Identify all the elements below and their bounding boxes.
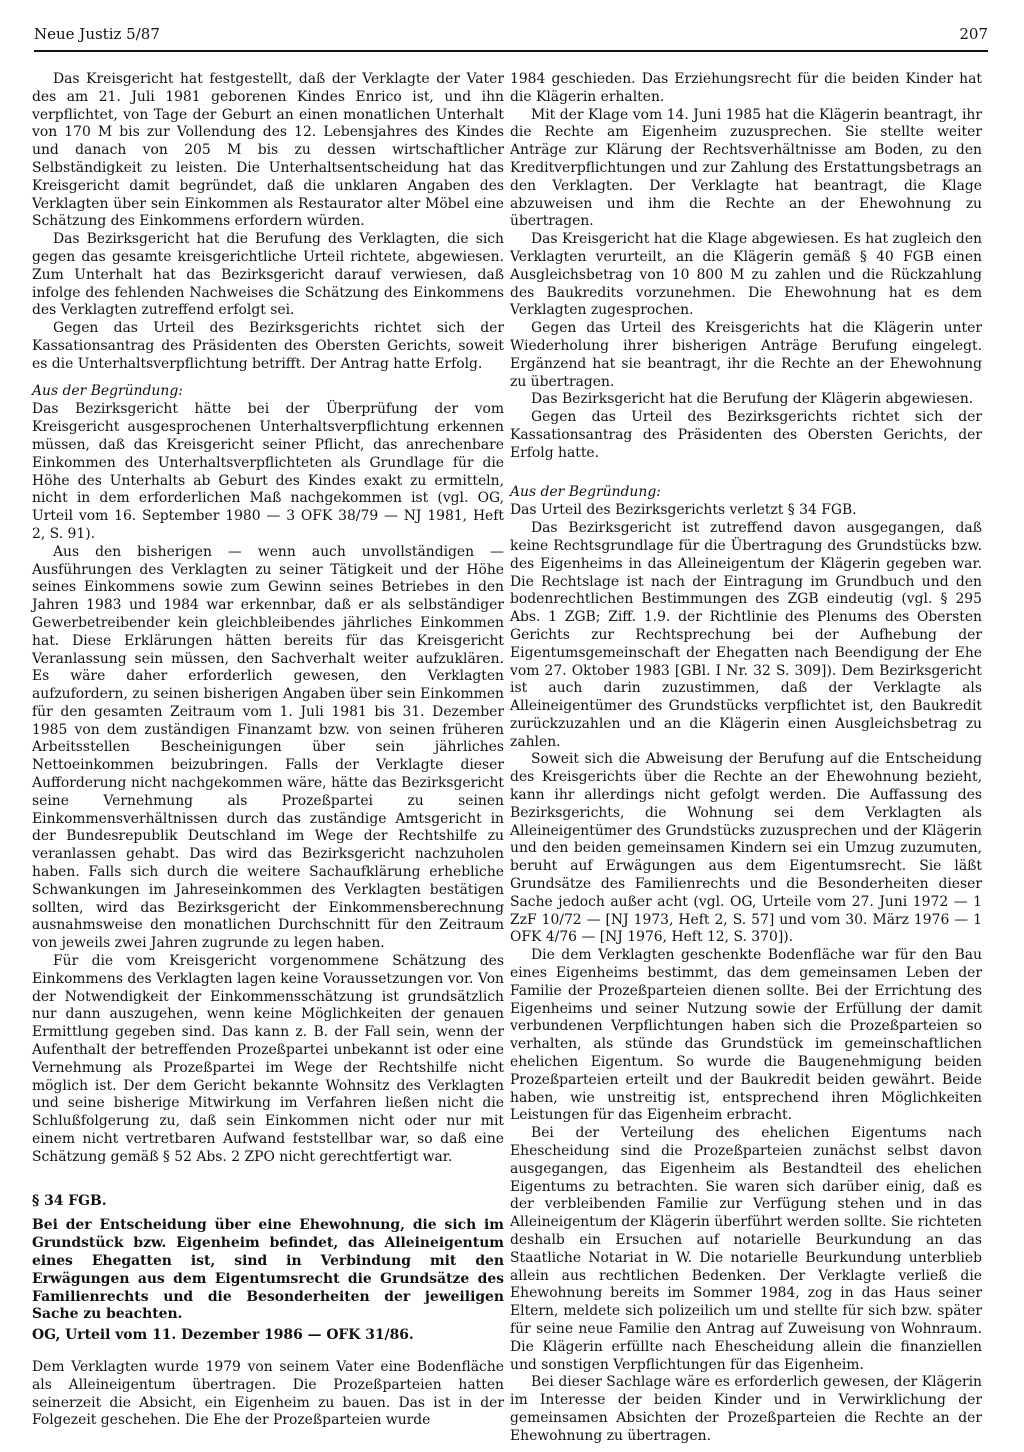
page-header (34, 16, 988, 52)
page-number: 207 (959, 25, 988, 43)
paragraph: Das Kreisgericht hat festgestellt, daß der Verklagte der Vater des am 21. Juli 1981 geborenen Kindes Enrico ist, und ihn verpflichtet, von Tage der Geburt an einen monatlichen Unterhalt von 170 M bis zur Vollendung des 12. Lebensjahres des Kindes und danach von 205 M bis zu dessen wirtschaftlicher Selbständigkeit zu leisten. Die Unterhaltsentscheidung hat das Kreisgericht damit begründet, daß die unklaren Angaben des Verklagten über sein Einkommen als Restaurator alter Möbel eine Schätzung des Einkommens erfordern würden. (32, 71, 504, 230)
headnote: Bei der Entscheidung über eine Ehewohnung, die sich im Grundstück bzw. Eigenheim befindet, das Alleineigentum eines Ehegatten ist, sind in Verbindung mit den Erwägungen aus dem Eigentumsrecht die Grundsätze des Familienrechts und die Besonderheiten der jeweiligen Sache zu beachten. (32, 1217, 504, 1323)
spacer (32, 1167, 504, 1193)
paragraph: Gegen das Urteil des Bezirksgerichts richtet sich der Kassationsantrag des Präsidenten des Obersten Gerichts, der Erfolg hatte. (510, 409, 982, 461)
paragraph: 1984 geschieden. Das Erziehungsrecht für die beiden Kinder hat die Klägerin erhalten. (510, 71, 982, 105)
paragraph: Dem Verklagten wurde 1979 von seinem Vater eine Bodenfläche als Alleineigentum übertragen. Die Prozeßparteien hatten seinerzeit die Absicht, ein Eigenheim zu bauen. Das ist in der Folgezeit geschehen. Die Ehe der Prozeßparteien wurde (32, 1358, 504, 1429)
paragraph: Für die vom Kreisgericht vorgenommene Schätzung des Einkommens des Verklagten lagen keine Voraussetzungen vor. Von der Notwendigkeit der Einkommensschätzung ist grundsätzlich nur dann auszugehen, wenn keine Möglichkeiten der genauen Ermittlung gegeben sind. Das kann z. B. der Fall sein, wenn der Aufenthalt der betreffenden Prozeßpartei unbekannt ist oder eine Vernehmung als Prozeßpartei im Wege der Rechtshilfe nicht möglich ist. Der dem Gericht bekannte Wohnsitz des Verklagten und seine bisherige Mitwirkung im Verfahren ließen nicht die Schlußfolgerung zu, daß sein Einkommen nicht oder nur mit einem nicht vertretbaren Aufwand feststellbar war, so daß eine Schätzung gemäß § 52 Abs. 2 ZPO nicht gerechtfertigt war. (32, 953, 504, 1165)
paragraph: Das Bezirksgericht hat die Berufung der Klägerin abgewiesen. (531, 391, 974, 408)
paragraph: Die dem Verklagten geschenkte Bodenfläche war für den Bau eines Eigenheims bestimmt, das dem gemeinsamen Leben der Familie der Prozeßparteien dienen sollte. Bei der Errichtung des Eigenheims und seiner Nutzung sowie der Erfüllung der damit verbundenen Verpflichtungen haben sich die Prozeßparteien so verhalten, als stünde das Grundstück im gemeinschaftlichen ehelichen Eigentum. So wurde die Baugenehmigung beiden Prozeßparteien erteilt und der Baukredit beiden gewährt. Beide haben, wie unstreitig ist, entsprechend ihren Möglichkeiten Leistungen für das Eigenheim erbracht. (510, 947, 982, 1124)
section-heading: Aus der Begründung: (32, 382, 183, 399)
paragraph: Soweit sich die Abweisung der Berufung auf die Entscheidung des Kreisgerichts über die Rechte an der Ehewohnung bezieht, kann ihr allerdings nicht gefolgt werden. Die Auffassung des Bezirksgerichts, die Wohnung sei dem Verklagten als Alleineigentümer des Grundstücks zuzusprechen und der Klägerin und den beiden gemeinsamen Kindern sei ein Umzug zuzumuten, beruht auf Erwägungen aus dem Eigentumsrecht. Sie läßt Grundsätze des Familienrechts und die Besonderheiten dieser Sache jedoch außer acht (vgl. OG, Urteile vom 27. Juni 1972 — 1 ZzF 10/72 — [NJ 1973, Heft 2, S. 57] und vom 30. März 1976 — 1 OFK 4/76 — [NJ 1976, Heft 12, S. 370]). (510, 751, 982, 946)
paragraph: Bei dieser Sachlage wäre es erforderlich gewesen, der Klägerin im Interesse der beiden Kinder und in Verwirklichung der gemeinsamen Absichten der Prozeßparteien die Rechte an der Ehewohnung zu übertragen. (510, 1374, 982, 1444)
paragraph: Das Bezirksgericht ist zutreffend davon ausgegangen, daß keine Rechtsgrundlage für die Übertragung des Grundstücks bzw. des Eigenheims in das Alleineigentum der Klägerin gegeben war. Die Rechtslage ist nach der Eintragung im Grundbuch und den bodenrechtlichen Bestimmungen des ZGB eindeutig (vgl. § 295 Abs. 1 ZGB; Ziff. 1.9. der Richtlinie des Plenums des Obersten Gerichts zur Rechtsprechung bei der Aufhebung der Eigentumsgemeinschaft der Ehegatten nach Beendigung der Ehe vom 27. Oktober 1983 [GBl. I Nr. 32 S. 309]). Dem Bezirksgericht ist auch darin zuzustimmen, daß der Verklagte als Alleineigentümer des Grundstücks verpflichtet ist, den Baukredit zurückzuzahlen und an die Klägerin einen Ausgleichsbetrag zu zahlen. (510, 520, 982, 750)
paragraph: Mit der Klage vom 14. Juni 1985 hat die Klägerin beantragt, ihr die Rechte am Eigenheim zuzusprechen. Sie stellte weiter Anträge zur Klärung der Rechtsverhältnisse am Boden, zu den Kreditverpflichtungen und zur Zahlung des Erstattungsbetrags an den Verklagten. Der Verklagte hat beantragt, die Klage abzuweisen und ihm die Rechte an der Ehewohnung zu übertragen. (510, 106, 982, 230)
paragraph: Aus den bisherigen — wenn auch unvollständigen — Ausführungen des Verklagten zu seiner Tätigkeit und der Höhe seines Einkommens sowie zum Gewinn seines Betriebes in den Jahren 1983 und 1984 war erkennbar, daß er als selbständiger Gewerbetreibender kein gleichbleibendes jährliches Einkommen hat. Diese Erklärungen hätten bereits für das Kreisgericht Veranlassung sein müssen, den Sachverhalt weiter aufzuklären. Es wäre daher erforderlich gewesen, den Verklagten aufzufordern, zu seinen bisherigen Angaben über sein Einkommen für den gesamten Zeitraum vom 1. Juli 1981 bis 31. Dezember 1985 von dem zuständigen Finanzamt bzw. von seinen früheren Arbeitsstellen Bescheinigungen über sein jährliches Nettoeinkommen beizubringen. Falls der Verklagte dieser Aufforderung nicht nachgekommen wäre, hätte das Bezirksgericht seine Vernehmung als Prozeßpartei zu seinen Einkommensverhältnissen durch das zuständige Amtsgericht in der Bundesrepublik Deutschland im Wege der Rechtshilfe zu veranlassen gehabt. Das wird das Bezirksgericht nachzuholen haben. Falls sich durch die weitere Sachaufklärung erhebliche Schwankungen im Jahreseinkommen des Verklagten bestätigen sollten, wird das Bezirksgericht der Einkommensberechnung ausnahmsweise den monatlichen Durchschnitt für den Zeitraum von jeweils zwei Jahren zugrunde zu legen haben. (32, 543, 504, 952)
paragraph: Das Kreisgericht hat die Klage abgewiesen. Es hat zugleich den Verklagten verurteilt, an die Klägerin gemäß § 40 FGB einen Ausgleichsbetrag von 10 800 M zu zahlen und die Rückzahlung des Baukredits vorzunehmen. Die Ehewohnung hat es dem Verklagten zugesprochen. (510, 231, 982, 319)
paragraph: Das Urteil des Bezirksgerichts verletzt § 34 FGB. (510, 502, 857, 519)
left-column (32, 71, 504, 1430)
paragraph: Bei der Verteilung des ehelichen Eigentums nach Ehescheidung sind die Prozeßparteien zunächst selbst davon ausgegangen, das Eigenheim als Bestandteil des ehelichen Eigentums zu betrachten. Sie waren sich darüber einig, daß es der verbleibenden Familie zur Verfügung stehen und in das Alleineigentum der Klägerin überführt werden sollte. Sie richteten deshalb ein Ersuchen auf notarielle Beurkundung an das Staatliche Notariat in W. Die notarielle Beurkundung unterblieb allein aus rechtlichen Bedenken. Der Verklagte verließ die Ehewohnung bereits im Sommer 1984, zog in das Haus seiner Eltern, meldete sich polizeilich um und stellte für sich bzw. später für seine neue Familie den Antrag auf Zuweisung von Wohnraum. Die Klägerin erfüllte nach Ehescheidung allein die finanziellen und sonstigen Verpflichtungen für das Eigenheim. (510, 1125, 982, 1373)
paragraph: Gegen das Urteil des Bezirksgerichts richtet sich der Kassationsantrag des Präsidenten des Obersten Gerichts, soweit es die Unterhaltsverpflichtung betrifft. Der Antrag hatte Erfolg. (32, 320, 504, 372)
right-column (510, 71, 982, 1446)
journal-title: Neue Justiz 5/87 (34, 25, 160, 43)
paragraph: Gegen das Urteil des Kreisgerichts hat die Klägerin unter Wiederholung ihrer bisherigen Anträge Berufung eingelegt. Ergänzend hat sie beantragt, ihr die Rechte an der Ehewohnung zu übertragen. (510, 320, 982, 390)
paragraph: Das Bezirksgericht hätte bei der Überprüfung der vom Kreisgericht ausgesprochenen Unterhaltsverpflichtung erkennen müssen, daß das Kreisgericht seiner Pflicht, das anrechenbare Einkommen des Unterhaltsverpflichteten als Grundlage für die Höhe des Unterhalts ab Geburt des Kindes exakt zu ermitteln, nicht in dem erforderlichen Maß nachgekommen ist (vgl. OG, Urteil vom 16. September 1980 — 3 OFK 38/79 — NJ 1981, Heft 2, S. 91). (32, 401, 504, 542)
section-title: § 34 FGB. (32, 1192, 107, 1209)
spacer (510, 463, 982, 475)
paragraph: Das Bezirksgericht hat die Berufung des Verklagten, die sich gegen das gesamte kreisgerichtliche Urteil richtete, abgewiesen. Zum Unterhalt hat das Bezirksgericht darauf verwiesen, daß infolge des fehlenden Nachweises die Schätzung des Einkommens des Verklagten zutreffend erfolgt sei. (32, 231, 504, 319)
section-heading: Aus der Begründung: (510, 483, 661, 500)
case-citation: OG, Urteil vom 11. Dezember 1986 — OFK 31/86. (32, 1327, 414, 1344)
